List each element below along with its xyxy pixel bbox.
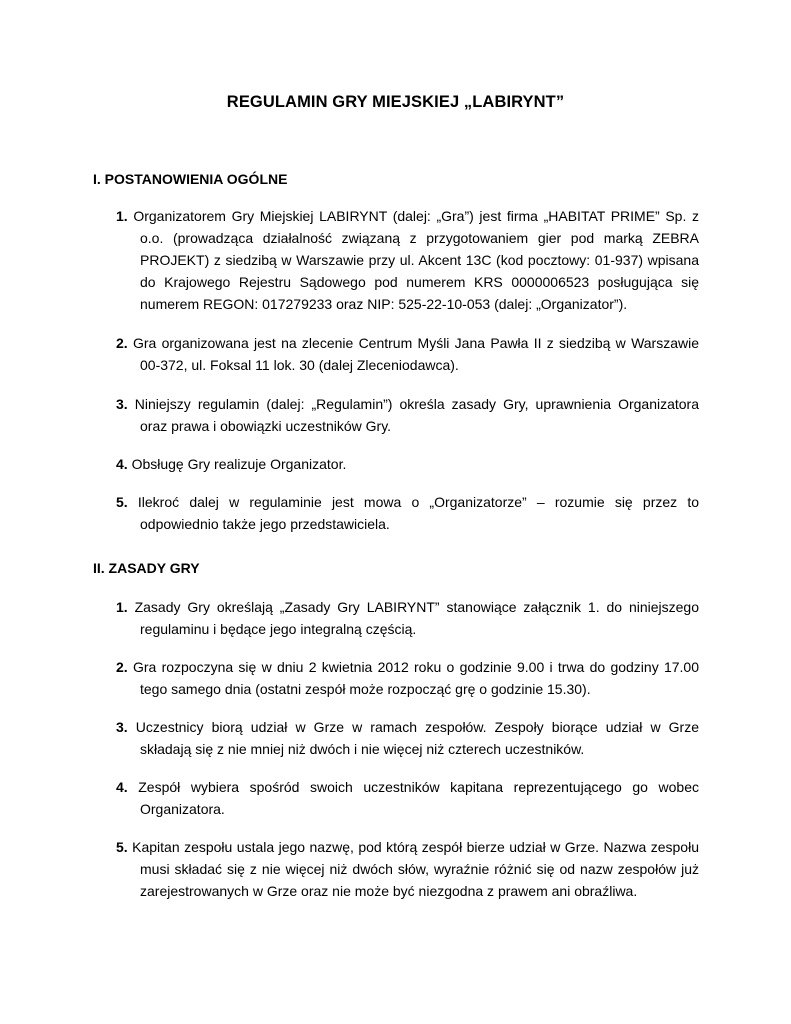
item-text: Niniejszy regulamin (dalej: „Regulamin”) określa zasady Gry, uprawnienia Organizatora oraz prawa i obowiązki uczestników Gry. xyxy=(134,396,700,434)
list-item xyxy=(116,596,699,640)
item-text: Zasady Gry określają „Zasady Gry LABIRYNT” stanowiące załącznik 1. do niniejszego regulaminu i będące jego integralną częścią. xyxy=(134,599,700,637)
item-number: 1. xyxy=(116,208,128,224)
item-text: Kapitan zespołu ustala jego nazwę, pod którą zespół bierze udział w Grze. Nazwa zespołu musi składać się z nie więcej niż dwóch słów, wyraźnie różnić się od nazw zespołów już zarejestrowanych w Grze oraz nie może być niezgodna z prawem ani obraźliwa. xyxy=(132,839,699,899)
section-heading-postanowienia: I. POSTANOWIENIA OGÓLNE xyxy=(93,171,288,187)
item-number: 3. xyxy=(116,719,128,735)
item-text: Obsługę Gry realizuje Organizator. xyxy=(131,456,347,472)
item-text: Gra organizowana jest na zlecenie Centrum Myśli Jana Pawła II z siedzibą w Warszawie 00-372, ul. Foksal 11 lok. 30 (dalej Zleceniodawca). xyxy=(132,335,700,373)
list-item xyxy=(116,776,699,820)
item-number: 1. xyxy=(116,599,128,615)
list-item xyxy=(116,836,699,902)
item-text: Organizatorem Gry Miejskiej LABIRYNT (dalej: „Gra”) jest firma „HABITAT PRIME” Sp. z o.o. (prowadząca działalność związaną z przygotowaniem gier pod marką ZEBRA PROJEKT) z siedzibą w Warszawie przy ul. Akcent 13C (kod pocztowy: 01-937) wpisana do Krajowego Rejestru Sądowego pod numerem KRS 0000006523 posługująca się numerem REGON: 017279233 oraz NIP: 525-22-10-053 (dalej: „Organizator”). xyxy=(133,208,699,312)
document-title: REGULAMIN GRY MIEJSKIEJ „LABIRYNT” xyxy=(226,93,565,111)
list-item xyxy=(116,393,699,437)
list-item xyxy=(116,332,699,376)
list-item xyxy=(116,716,699,760)
item-number: 4. xyxy=(116,456,128,472)
item-text: Uczestnicy biorą udział w Grze w ramach zespołów. Zespoły biorące udział w Grze składają się z nie mniej niż dwóch i nie więcej niż czterech uczestników. xyxy=(135,719,700,757)
item-number: 5. xyxy=(116,494,128,510)
item-number: 3. xyxy=(116,396,128,412)
item-text: Gra rozpoczyna się w dniu 2 kwietnia 2012 roku o godzinie 9.00 i trwa do godziny 17.00 tego samego dnia (ostatni zespół może rozpocząć grę o godzinie 15.30). xyxy=(132,659,700,697)
item-number: 2. xyxy=(116,335,128,351)
section-heading-zasady-gry: II. ZASADY GRY xyxy=(93,560,200,576)
item-number: 5. xyxy=(116,839,128,855)
item-number: 2. xyxy=(116,659,128,675)
list-item xyxy=(116,656,699,700)
item-text: Ilekroć dalej w regulaminie jest mowa o „Organizatorze” – rozumie się przez to odpowiednio także jego przedstawiciela. xyxy=(137,494,700,532)
list-item xyxy=(116,205,699,315)
item-number: 4. xyxy=(116,779,128,795)
list-item xyxy=(116,491,699,535)
item-text: Zespół wybiera spośród swoich uczestników kapitana reprezentującego go wobec Organizatora. xyxy=(138,779,700,817)
list-item xyxy=(116,453,699,475)
